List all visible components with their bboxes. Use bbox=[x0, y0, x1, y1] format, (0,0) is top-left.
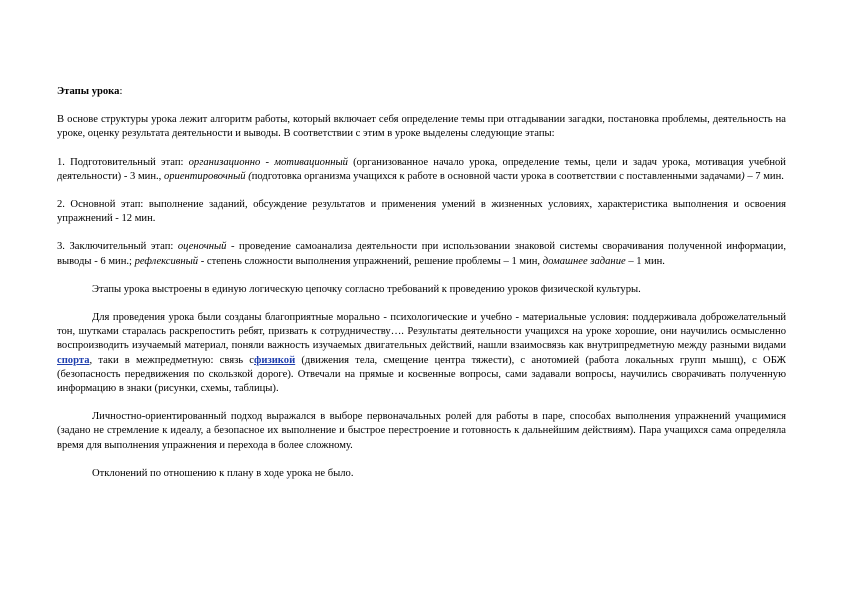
physics-link[interactable]: физикой bbox=[254, 354, 296, 366]
intro-paragraph: В основе структуры урока лежит алгоритм работы, который включает себя определение темы при отгадывании загадки, постановка проблемы, деятельность на уроке, оценку результата деятельности и выводы. В соответствии с этим в уроке выделены следующие этапы: bbox=[57, 114, 786, 140]
logical-chain-paragraph: Этапы урока выстроены в единую логическую цепочку согласно требований к проведению уроков физической культуры. bbox=[92, 283, 641, 295]
stage-3-paragraph: 3. Заключительный этап: оценочный - проведение самоанализа деятельности при использовании знаковой системы сворачивания полученной информации, выводы - 6 мин.; рефлексивный - степень сложности выполнения упражнений, решение проблемы – 1 мин, домашнее задание – 1 мин. bbox=[57, 241, 787, 267]
sport-link[interactable]: спорта bbox=[57, 354, 90, 366]
conditions-paragraph: Для проведения урока были созданы благоприятные морально - психологические и учебно - материальные условия: поддерживала доброжелательный тон, шутками старалась раскрепостить ребят, призвать к сотрудничеству…. Результаты деятельности учащихся на уроке хорошие, они научились осмысленно воспроизводить изучаемый материал, поняли важность изучаемых двигательных действий, нашли взаимосвязь как внутрипредметную между разными видами спорта, таки в межпредметную: связь сфизикой (движения тела, смещение центра тяжести), с анотомией (работа локальных групп мышц), с ОБЖ (безопасность передвижения по скользкой дороге). Отвечали на прямые и косвенные вопросы, сами задавали вопросы, научились сворачивать полученную информацию в знаки (рисунки, схемы, таблицы). bbox=[57, 312, 787, 395]
deviations-paragraph: Отклонений по отношению к плану в ходе урока не было. bbox=[92, 467, 354, 479]
page-title: Этапы урока: bbox=[57, 86, 123, 97]
personal-approach-paragraph: Личностно-ориентированный подход выражался в выборе первоначальных ролей для работы в паре, способах выполнения упражнений учащимися (задано не стремление к идеалу, а безопасное их выполнение и быстрое перестроение и готовность к дальнейшим действиям). Пара учащихся сама определяла время для выполнения упражнения и перехода в более сложному. bbox=[57, 411, 786, 451]
stage-2-paragraph: 2. Основной этап: выполнение заданий, обсуждение результатов и применения умений в жизненных условиях, характеристика выполнения и освоения упражнений - 12 мин. bbox=[57, 199, 786, 225]
stage-1-paragraph: 1. Подготовительный этап: организационно - мотивационный (организованное начало урока, определение темы, цели и задач урока, мотивация учебной деятельности) - 3 мин., ориентировочный (подготовка организма учащихся к работе в основной части урока в соответствии с поставленными задачами) – 7 мин. bbox=[57, 156, 786, 182]
